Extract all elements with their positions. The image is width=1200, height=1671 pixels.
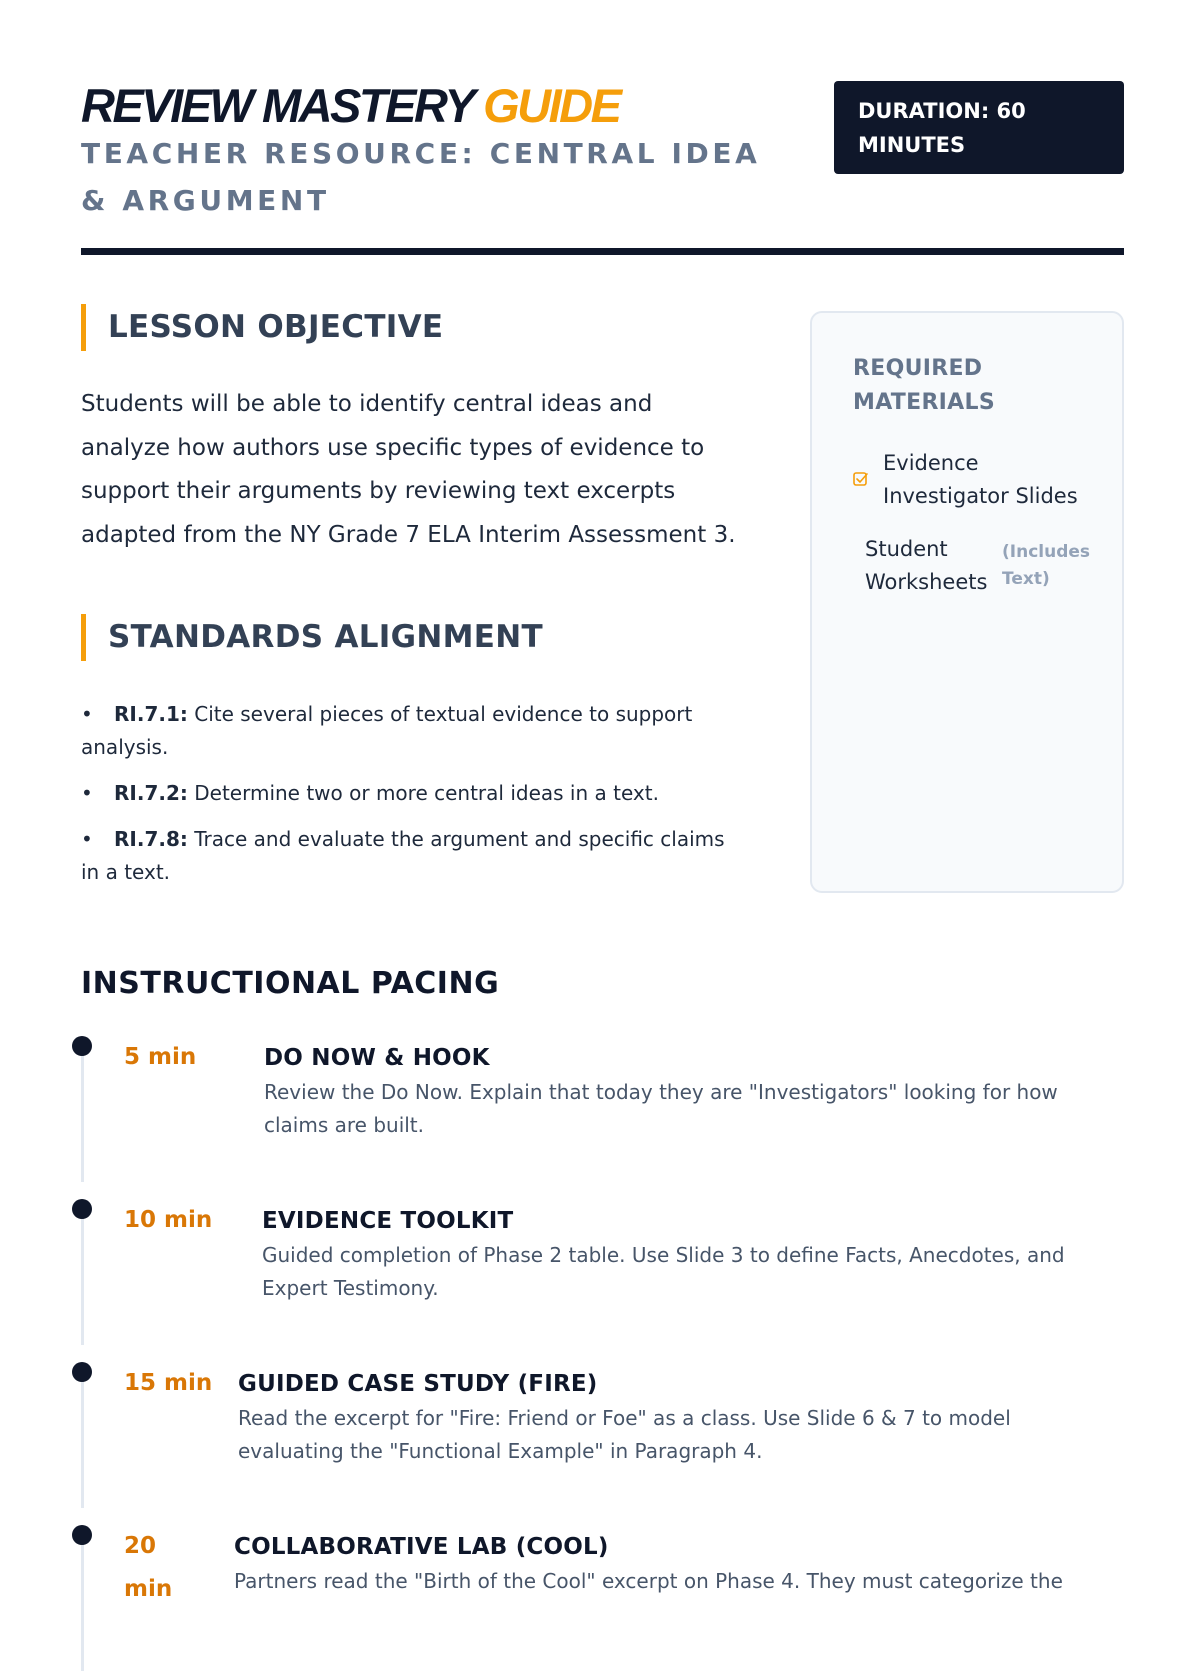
step-description: Review the Do Now. Explain that today they are "Investigators" looking for how claims are built. bbox=[264, 1080, 1058, 1137]
material-note: (Includes Text) bbox=[1002, 542, 1091, 589]
page-title bbox=[81, 78, 619, 134]
standard-code: RI.7.2: bbox=[114, 781, 188, 805]
materials-card bbox=[810, 311, 1124, 893]
bullet: • bbox=[81, 702, 93, 726]
step-title: DO NOW & HOOK bbox=[264, 1045, 490, 1071]
bullet: • bbox=[81, 781, 93, 805]
step-description: Read the excerpt for "Fire: Friend or Foe" as a class. Use Slide 6 & 7 to model evaluating the "Functional Example" in Paragraph 4. bbox=[238, 1406, 1011, 1463]
standard-text: Trace and evaluate the argument and specific claims in a text. bbox=[81, 827, 725, 884]
teacher-guide-page bbox=[81, 0, 1124, 1600]
timeline-dot bbox=[72, 1362, 92, 1382]
step-title: COLLABORATIVE LAB (COOL) bbox=[234, 1534, 609, 1560]
bullet: • bbox=[81, 827, 93, 851]
objective-heading: LESSON OBJECTIVE bbox=[81, 304, 443, 351]
objective-text: Students will be able to identify central ideas and analyze how authors use specific types of evidence to support their arguments by reviewing text excerpts adapted from the NY Grade 7 ELA Interim Assessment 3. bbox=[81, 391, 736, 548]
timeline-line bbox=[81, 1374, 84, 1508]
checkbox-icon bbox=[852, 470, 870, 488]
step-time: 20 min bbox=[124, 1533, 173, 1602]
timeline-line bbox=[81, 1537, 84, 1671]
material-item: Evidence Investigator Slides bbox=[883, 451, 1078, 508]
material-item: Student Worksheets bbox=[865, 537, 988, 594]
step-time: 5 min bbox=[124, 1044, 197, 1070]
timeline-dot bbox=[72, 1036, 92, 1056]
standard-text: Determine two or more central ideas in a text. bbox=[194, 781, 659, 805]
timeline-line bbox=[81, 1048, 84, 1182]
standard-item bbox=[81, 698, 741, 764]
title-main: REVIEW MASTERY bbox=[81, 79, 473, 132]
pacing-heading: INSTRUCTIONAL PACING bbox=[81, 966, 500, 1001]
standards-list bbox=[81, 698, 741, 902]
page-header bbox=[81, 78, 1124, 258]
step-description: Guided completion of Phase 2 table. Use Slide 3 to define Facts, Anecdotes, and Expert Testimony. bbox=[262, 1243, 1065, 1300]
header-divider bbox=[81, 248, 1124, 255]
standard-code: RI.7.1: bbox=[114, 702, 188, 726]
page-subtitle: TEACHER RESOURCE: CENTRAL IDEA & ARGUMENT bbox=[81, 137, 761, 217]
standard-code: RI.7.8: bbox=[114, 827, 188, 851]
duration-badge: DURATION: 60 MINUTES bbox=[834, 81, 1124, 174]
step-title: EVIDENCE TOOLKIT bbox=[262, 1208, 514, 1234]
step-time: 15 min bbox=[124, 1370, 213, 1396]
standards-heading: STANDARDS ALIGNMENT bbox=[81, 614, 543, 661]
timeline-dot bbox=[72, 1199, 92, 1219]
timeline-dot bbox=[72, 1525, 92, 1545]
standard-item bbox=[81, 777, 741, 810]
title-accent: GUIDE bbox=[483, 79, 620, 132]
timeline-line bbox=[81, 1211, 84, 1345]
materials-heading: REQUIRED MATERIALS bbox=[853, 356, 995, 415]
standard-item bbox=[81, 823, 741, 889]
step-title: GUIDED CASE STUDY (FIRE) bbox=[238, 1371, 598, 1397]
standard-text: Cite several pieces of textual evidence to support analysis. bbox=[81, 702, 693, 759]
step-time: 10 min bbox=[124, 1207, 213, 1233]
step-description: Partners read the "Birth of the Cool" excerpt on Phase 4. They must categorize the bbox=[234, 1569, 1063, 1593]
